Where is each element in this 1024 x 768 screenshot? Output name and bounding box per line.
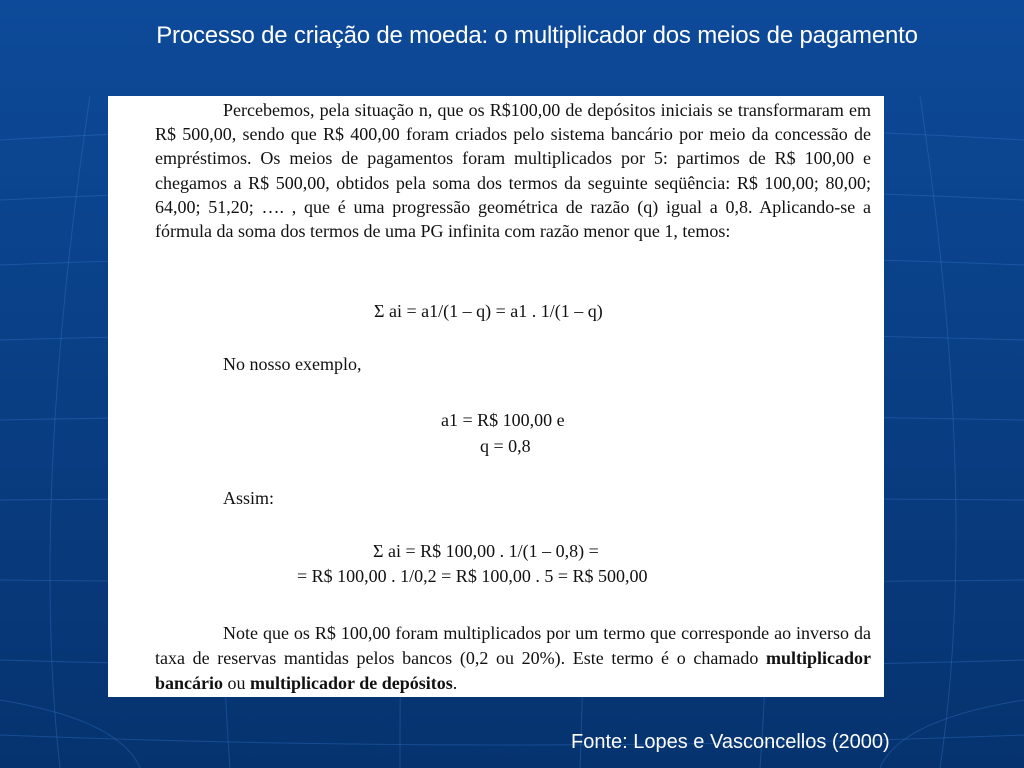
term-multiplicador-bancario: multiplicador bancário bbox=[155, 648, 871, 693]
conjunction-ou: ou bbox=[227, 673, 246, 693]
formula-calc-1: Σ ai = R$ 100,00 . 1/(1 – 0,8) = bbox=[373, 541, 599, 561]
formula-pg-sum: Σ ai = a1/(1 – q) = a1 . 1/(1 – q) bbox=[374, 301, 603, 321]
scanned-document bbox=[108, 96, 884, 697]
paragraph-intro bbox=[155, 98, 871, 243]
label-example: No nosso exemplo, bbox=[223, 354, 362, 374]
paragraph-conclusion: Note que os R$ 100,00 foram multiplicados por um termo que corresponde ao inverso da taxa de reservas mantidas pelos bancos (0,2 ou 20%). Este termo é o chamado multiplicador bancário ou multiplicador de depósitos. bbox=[155, 623, 871, 693]
paragraph-conclusion-text: Note que os R$ 100,00 foram multiplicados por um termo que corresponde ao inverso da taxa de reservas mantidas pelos bancos (0,2 ou 20%). Este termo é o chamado bbox=[155, 623, 871, 668]
formula-q: q = 0,8 bbox=[480, 436, 531, 456]
term-multiplicador-depositos: multiplicador de depósitos bbox=[250, 673, 453, 693]
formula-a1: a1 = R$ 100,00 e bbox=[441, 410, 565, 430]
paragraph-intro-text: Percebemos, pela situação n, que os R$100,00 de depósitos iniciais se transformaram em R$ 500,00, sendo que R$ 400,00 foram criados pelo sistema bancário por meio da concessão de empréstimos. Os meios de pagamentos foram multiplicados por 5: partimos de R$ 100,00 e chegamos a R$ 500,00, obtidos pela soma dos termos da seguinte seqüência: R$ 100,00; 80,00; 64,00; 51,20; …. , que é uma progressão geométrica de razão (q) igual a 0,8. Aplicando-se a fórmula da soma dos termos de uma PG infinita com razão menor que 1, temos: bbox=[155, 100, 871, 242]
label-assim: Assim: bbox=[223, 488, 275, 508]
formula-calc-2: = R$ 100,00 . 1/0,2 = R$ 100,00 . 5 = R$ 500,00 bbox=[297, 566, 648, 586]
slide-title: Processo de criação de moeda: o multiplicador dos meios de pagamento bbox=[156, 22, 918, 49]
source-citation: Fonte: Lopes e Vasconcellos (2000) bbox=[571, 731, 890, 753]
